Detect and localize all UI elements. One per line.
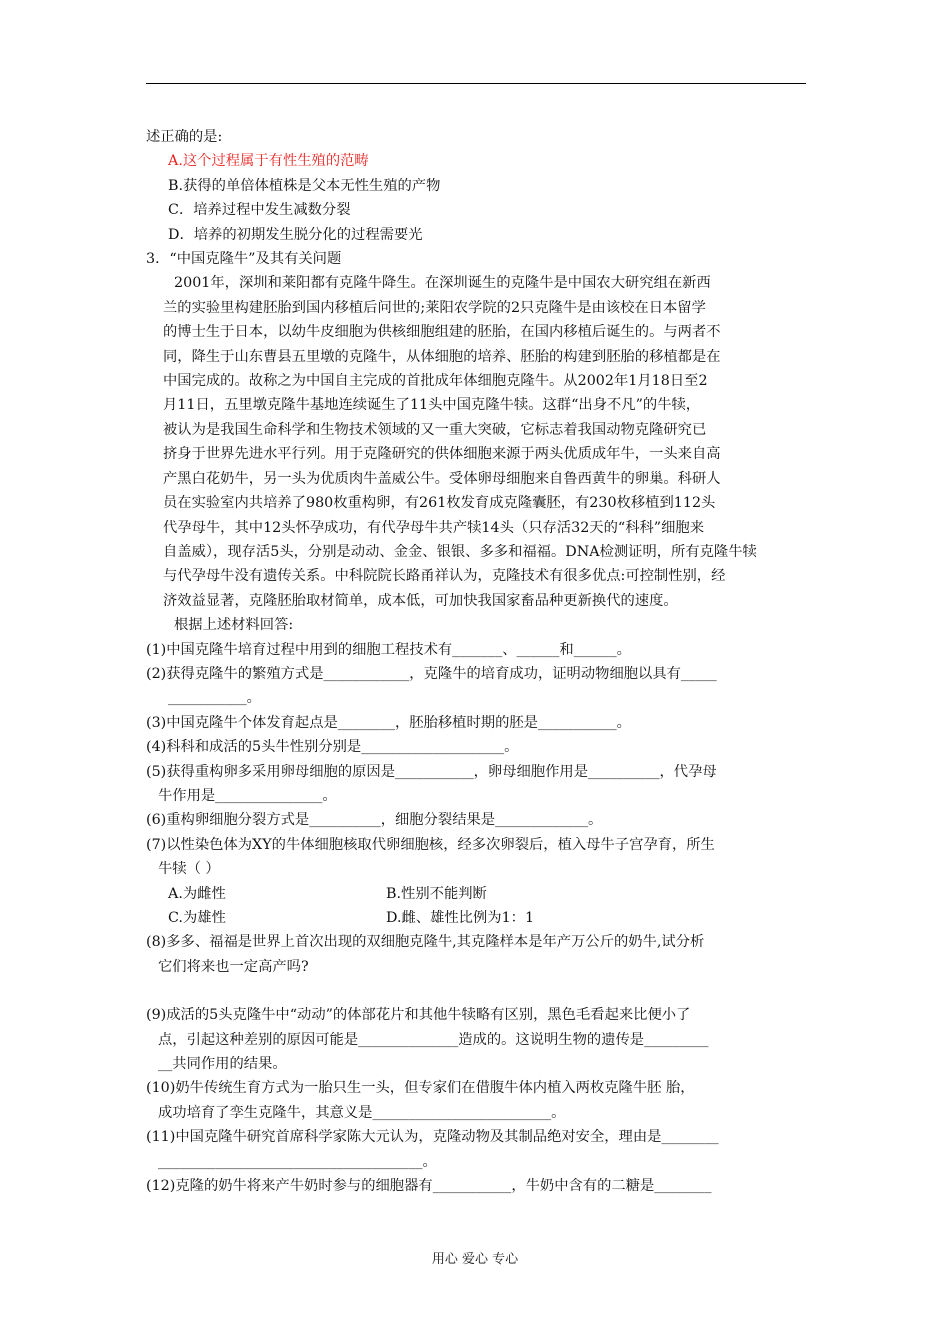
text-line: D．培养的初期发生脱分化的过程需要光 <box>168 226 423 243</box>
options-row-1 <box>146 882 814 906</box>
text-line: (10)奶牛传统生育方式为一胎只生一头，但专家们在借腹牛体内植入两枚克隆牛胚 胎， <box>146 1080 695 1097</box>
question-8 <box>146 930 814 979</box>
text-line: 济效益显著，克隆胚胎取材简单，成本低，可加快我国家畜品种更新换代的速度。 <box>163 592 678 609</box>
text-line: 2001年，深圳和莱阳都有克隆牛降生。在深圳诞生的克隆牛是中国农大研究组在新西 <box>174 275 711 292</box>
text-line: _____________________________________。 <box>158 1153 437 1170</box>
text-line: (7)以性染色体为XY的牛体细胞核取代卵细胞核，经多次卵裂后，植入母牛子宫孕育，所生 <box>146 836 715 853</box>
text-line: 代孕母牛，其中12头怀孕成功，有代孕母牛共产犊14头（只存活32天的“科科”细胞来 <box>163 519 704 536</box>
header-rule <box>146 83 806 84</box>
text-line: 挤身于世界先进水平行列。用于克隆研究的供体细胞来源于两头优质成年牛，一头来自高 <box>163 446 721 463</box>
text-line: 成功培育了孪生克隆牛，其意义是_________________________。 <box>158 1104 566 1121</box>
text-line: 它们将来也一定高产吗? <box>158 958 309 975</box>
text-line: 月11日，五里墩克隆牛基地连续诞生了11头中国克隆牛犊。这群“出身不凡”的牛犊， <box>163 397 701 414</box>
question-block-main <box>146 125 814 882</box>
text-line: 同，降生于山东曹县五里墩的克隆牛，从体细胞的培养、胚胎的构建到胚胎的移植都是在 <box>163 348 721 365</box>
text-line: 的博士生于日本，以幼牛皮细胞为供核细胞组建的胚胎，在国内移植后诞生的。与两者不 <box>163 324 721 341</box>
text-line: (1)中国克隆牛培育过程中用到的细胞工程技术有_______、______和______。 <box>146 641 631 658</box>
option-c: C.为雄性 <box>168 910 226 926</box>
text-line: (11)中国克隆牛研究首席科学家陈大元认为，克隆动物及其制品绝对安全，理由是________ <box>146 1129 719 1146</box>
text-line: ___________。 <box>168 690 261 707</box>
text-line: (2)获得克隆牛的繁殖方式是____________，克隆牛的培育成功，证明动物细胞以具有_____ <box>146 665 717 682</box>
option-a: A.为雌性 <box>168 885 226 902</box>
text-line: 与代孕母牛没有遗传关系。中科院院长路甬祥认为，克隆技术有很多优点:可控制性别，经 <box>163 568 726 585</box>
text-line: C．培养过程中发生减数分裂 <box>168 202 351 219</box>
text-line: 点，引起这种差别的原因可能是______________造成的。这说明生物的遗传是_________ <box>158 1031 709 1048</box>
text-line: 员在实验室内共培养了980枚重构卵，有261枚发育成克隆囊胚，有230枚移植到112头 <box>163 495 716 512</box>
text-line: (8)多多、福福是世界上首次出现的双细胞克隆牛,其克隆样本是年产万公斤的奶牛,试分析 <box>146 934 705 951</box>
question-block-end <box>146 1003 814 1198</box>
option-d: D.雌、雄性比例为1：1 <box>386 910 535 926</box>
text-line: 自盖威），现存活5头，分别是动动、金金、银银、多多和福福。DNA检测证明，所有克隆牛犊 <box>163 543 757 560</box>
text-line: (3)中国克隆牛个体发育起点是________，胚胎移植时期的胚是___________。 <box>146 714 631 731</box>
text-line: __共同作用的结果。 <box>158 1056 287 1073</box>
option-b: B.性别不能判断 <box>386 885 487 902</box>
text-line: 3．“中国克隆牛”及其有关问题 <box>146 251 342 268</box>
text-line: 被认为是我国生命科学和生物技术领域的又一重大突破，它标志着我国动物克隆研究已 <box>163 421 707 438</box>
text-line: (4)科科和成活的5头牛性别分别是____________________。 <box>146 739 519 756</box>
text-line: (6)重构卵细胞分裂方式是__________，细胞分裂结果是_____________。 <box>146 812 603 829</box>
text-line: (12)克隆的奶牛将来产牛奶时参与的细胞器有___________，牛奶中含有的二糖是________ <box>146 1178 712 1195</box>
document-body <box>146 125 814 1198</box>
text-line: (9)成活的5头克隆牛中“动动”的体部花片和其他牛犊略有区别，黑色毛看起来比便小了 <box>146 1007 691 1024</box>
text-line: 中国完成的。故称之为中国自主完成的首批成年体细胞克隆牛。从2002年1月18日至2 <box>163 373 708 390</box>
answer-gap <box>146 979 814 1003</box>
text-line: 述正确的是: <box>146 129 223 145</box>
text-line: 牛犊（ ） <box>158 861 220 878</box>
text-line: A.这个过程属于有性生殖的范畴 <box>168 153 369 170</box>
options-row-2 <box>146 906 814 930</box>
text-line: (5)获得重构卵多采用卵母细胞的原因是___________，卵母细胞作用是__________，代孕母 <box>146 763 717 780</box>
text-line: 根据上述材料回答: <box>174 617 294 634</box>
text-line: 产黑白花奶牛，另一头为优质肉牛盖威公牛。受体卵母细胞来自鲁西黄牛的卵巢。科研人 <box>163 470 721 487</box>
page-footer: 用心 爱心 专心 <box>431 1252 519 1267</box>
text-line: 兰的实验里构建胚胎到国内移植后问世的;莱阳农学院的2只克隆牛是由该校在日本留学 <box>163 299 706 316</box>
text-line: B.获得的单倍体植株是父本无性生殖的产物 <box>168 177 441 194</box>
text-line: 牛作用是_______________。 <box>158 787 337 804</box>
